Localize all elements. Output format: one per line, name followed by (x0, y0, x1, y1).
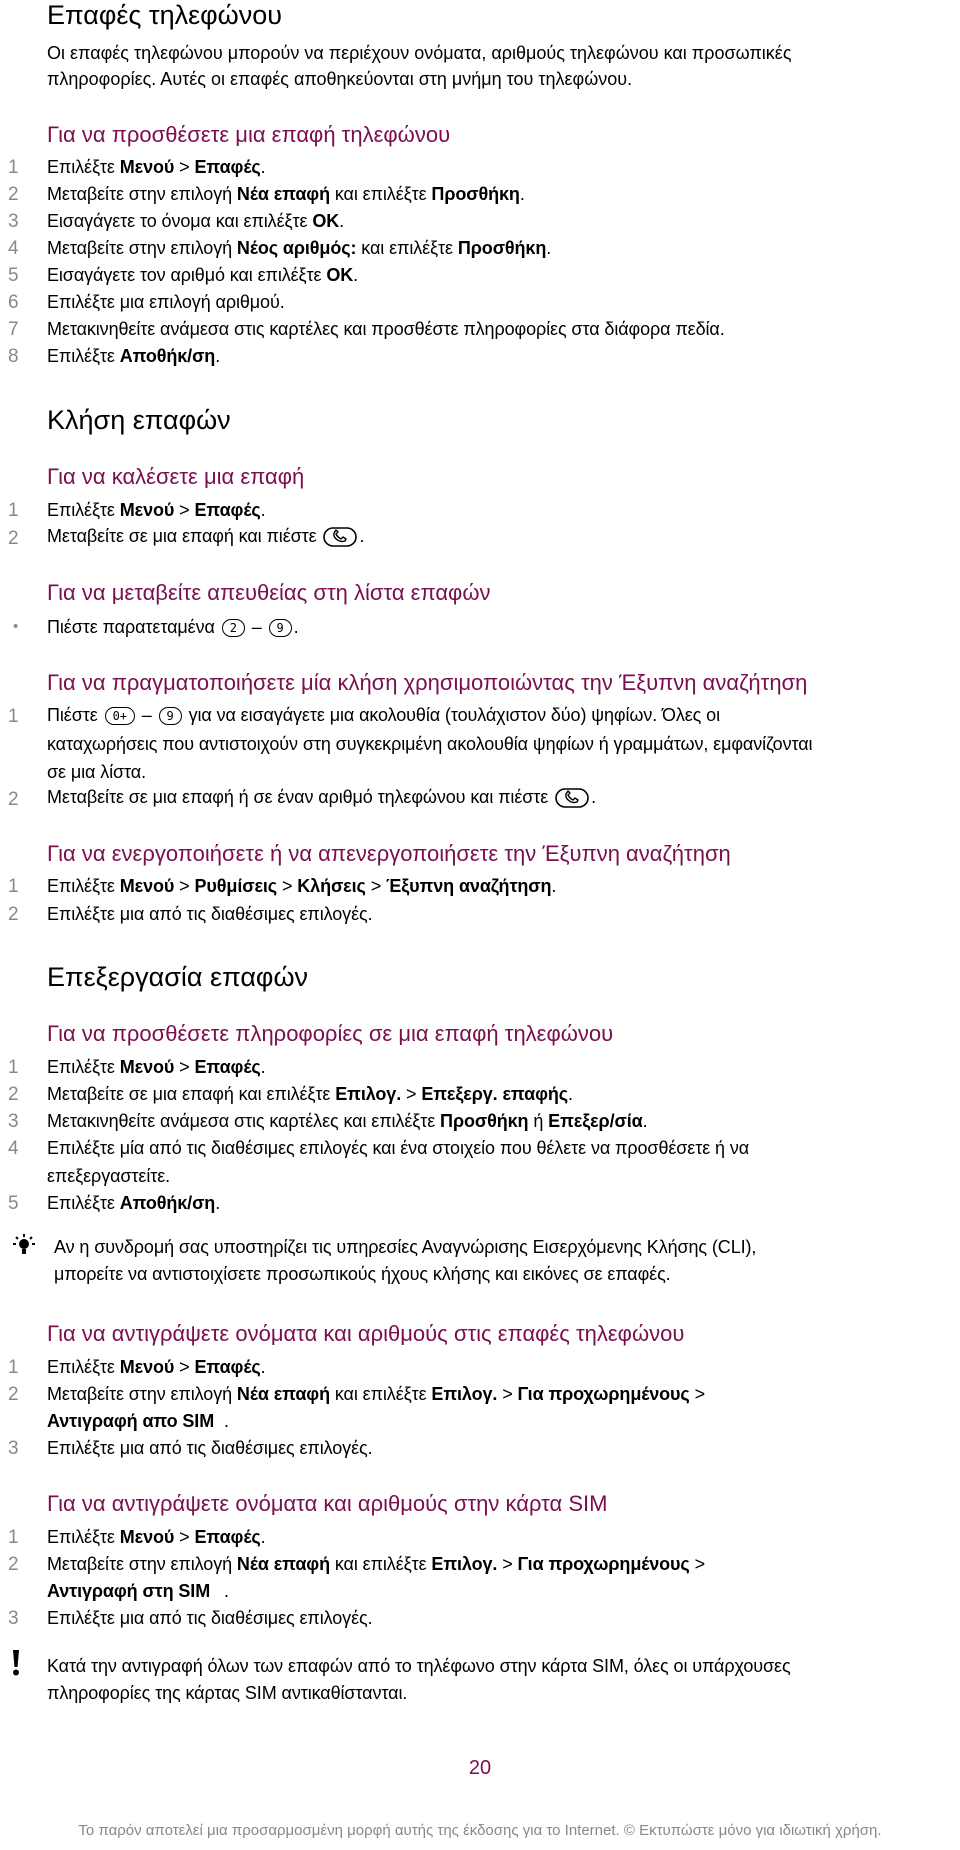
lightbulb-tip-icon (10, 1234, 38, 1260)
step-text-cont: Αντιγραφή απο SIM (47, 1411, 215, 1431)
step-number: 2 (8, 1084, 19, 1105)
step-number: 1 (8, 1057, 19, 1078)
step-text: Πιέστε 0+ – 9 για να εισαγάγετε μια ακολουθία (τουλάχιστον δύο) ψηφίων. Όλες οι (47, 705, 720, 725)
step-text: Μεταβείτε στην επιλογή Νέα επαφή και επιλέξτε Επιλογ. > Για προχωρημένους > (47, 1384, 706, 1404)
step-number: 5 (8, 265, 19, 286)
step-number: 2 (8, 1554, 19, 1575)
intro-line-1: Οι επαφές τηλεφώνου μπορούν να περιέχουν ονόματα, αριθμούς τηλεφώνου και προσωπικές (47, 43, 792, 63)
step-text: Μεταβείτε σε μια επαφή ή σε έναν αριθμό τηλεφώνου και πιέστε . (47, 787, 597, 807)
page-number: 20 (468, 1757, 492, 1779)
step-number: 5 (8, 1193, 19, 1214)
intro-line-2: πληροφορίες. Αυτές οι επαφές αποθηκεύονται στη μνήμη του τηλεφώνου. (47, 69, 633, 89)
step-text: Επιλέξτε μια από τις διαθέσιμες επιλογές. (47, 904, 373, 924)
step-number: 6 (8, 292, 19, 313)
step-text-cont: επεξεργαστείτε. (47, 1166, 171, 1186)
step-text: Επιλέξτε Μενού > Ρυθμίσεις > Κλήσεις > Έξυπνη αναζήτηση. (47, 876, 557, 896)
subheading-smart-search-call: Για να πραγματοποιήσετε μία κλήση χρησιμοποιώντας την Έξυπνη αναζήτηση (47, 670, 808, 695)
step-text: Επιλέξτε Μενού > Επαφές. (47, 157, 266, 177)
step-number: 3 (8, 1608, 19, 1629)
step-number: 1 (8, 157, 19, 178)
step-text-cont: Αντιγραφή στη SIM (47, 1581, 211, 1601)
step-text-period: . (224, 1411, 229, 1431)
section-title-phone-contacts: Επαφές τηλεφώνου (47, 0, 283, 30)
subheading-add-info: Για να προσθέσετε πληροφορίες σε μια επαφή τηλεφώνου (47, 1021, 614, 1046)
key-2-icon: 2 (222, 619, 245, 637)
call-key-icon (323, 527, 357, 547)
step-text: Επιλέξτε μια επιλογή αριθμού. (47, 292, 285, 312)
subheading-copy-to-phone: Για να αντιγράψετε ονόματα και αριθμούς στις επαφές τηλεφώνου (47, 1321, 685, 1346)
step-text: Μεταβείτε σε μια επαφή και επιλέξτε Επιλογ. > Επεξεργ. επαφής. (47, 1084, 573, 1104)
step-text: Επιλέξτε μια από τις διαθέσιμες επιλογές. (47, 1608, 373, 1628)
key-0-icon: 0+ (105, 707, 135, 725)
exclamation-warning-icon (10, 1650, 22, 1676)
step-text: Μεταβείτε στην επιλογή Νέα επαφή και επιλέξτε Επιλογ. > Για προχωρημένους > (47, 1554, 706, 1574)
step-number: 7 (8, 319, 19, 340)
step-text: Επιλέξτε Αποθήκ/ση. (47, 346, 221, 366)
step-number: 8 (8, 346, 19, 367)
key-9-icon: 9 (159, 707, 182, 725)
footer-notice: Το παρόν αποτελεί μια προσαρμοσμένη μορφή αυτής της έκδοσης για το Internet. © Εκτυπώστε μόνο για ιδιωτική χρήση. (78, 1822, 882, 1839)
step-text-cont: καταχωρήσεις που αντιστοιχούν στη συγκεκριμένη ακολουθία ψηφίων ή γραμμάτων, εμφανίζονται (47, 734, 813, 754)
subheading-toggle-smart-search: Για να ενεργοποιήσετε ή να απενεργοποιήσετε την Έξυπνη αναζήτηση (47, 841, 731, 866)
step-number: 2 (8, 789, 19, 810)
step-number: 2 (8, 528, 19, 549)
step-text: Μεταβείτε σε μια επαφή και πιέστε . (47, 526, 365, 546)
step-text: Επιλέξτε Αποθήκ/ση. (47, 1193, 221, 1213)
step-number: 3 (8, 1438, 19, 1459)
key-9-icon: 9 (269, 619, 292, 637)
step-number: 1 (8, 706, 19, 727)
step-text: Μεταβείτε στην επιλογή Νέα επαφή και επιλέξτε Προσθήκη. (47, 184, 525, 204)
step-text: Επιλέξτε Μενού > Επαφές. (47, 500, 266, 520)
warning-text-1: Κατά την αντιγραφή όλων των επαφών από το τηλέφωνο στην κάρτα SIM, όλες οι υπάρχουσες (47, 1656, 791, 1676)
subheading-add-contact: Για να προσθέσετε μια επαφή τηλεφώνου (47, 122, 451, 147)
step-text: Εισαγάγετε το όνομα και επιλέξτε OK. (47, 211, 345, 231)
step-text-cont: σε μια λίστα. (47, 762, 146, 782)
section-title-edit-contacts: Επεξεργασία επαφών (47, 962, 309, 992)
step-number: 1 (8, 1357, 19, 1378)
call-key-icon (555, 788, 589, 808)
step-text-period: . (224, 1581, 229, 1601)
step-text: Μεταβείτε στην επιλογή Νέος αριθμός: και επιλέξτε Προσθήκη. (47, 238, 552, 258)
section-title-call-contacts: Κλήση επαφών (47, 405, 231, 435)
subheading-contact-list: Για να μεταβείτε απευθείας στη λίστα επαφών (47, 580, 491, 605)
step-number: 2 (8, 1384, 19, 1405)
step-text: Επιλέξτε Μενού > Επαφές. (47, 1527, 266, 1547)
step-number: 2 (8, 904, 19, 925)
step-text: Μετακινηθείτε ανάμεσα στις καρτέλες και επιλέξτε Προσθήκη ή Επεξερ/σία. (47, 1111, 648, 1131)
step-text: Επιλέξτε μια από τις διαθέσιμες επιλογές. (47, 1438, 373, 1458)
step-number: 4 (8, 238, 19, 259)
bullet-text: Πιέστε παρατεταμένα 2 – 9 . (47, 617, 299, 637)
warning-text-2: πληροφορίες της κάρτας SIM αντικαθίστανται. (47, 1683, 408, 1703)
step-number: 1 (8, 500, 19, 521)
step-text: Εισαγάγετε τον αριθμό και επιλέξτε OK. (47, 265, 359, 285)
step-number: 3 (8, 211, 19, 232)
step-number: 1 (8, 1527, 19, 1548)
step-number: 1 (8, 876, 19, 897)
subheading-copy-to-sim: Για να αντιγράψετε ονόματα και αριθμούς στην κάρτα SIM (47, 1491, 608, 1516)
step-number: 3 (8, 1111, 19, 1132)
step-number: 4 (8, 1138, 19, 1159)
subheading-call-contact: Για να καλέσετε μια επαφή (47, 464, 305, 489)
step-text: Επιλέξτε Μενού > Επαφές. (47, 1057, 266, 1077)
step-text: Επιλέξτε Μενού > Επαφές. (47, 1357, 266, 1377)
step-text: Επιλέξτε μία από τις διαθέσιμες επιλογές και ένα στοιχείο που θέλετε να προσθέσετε ή να (47, 1138, 750, 1158)
tip-text-1: Αν η συνδρομή σας υποστηρίζει τις υπηρεσίες Αναγνώρισης Εισερχόμενης Κλήσης (CLI), (54, 1237, 757, 1257)
bullet-icon: • (13, 618, 19, 635)
step-text: Μετακινηθείτε ανάμεσα στις καρτέλες και προσθέστε πληροφορίες στα διάφορα πεδία. (47, 319, 725, 339)
tip-text-2: μπορείτε να αντιστοιχίσετε προσωπικούς ήχους κλήσης και εικόνες σε επαφές. (54, 1264, 671, 1284)
step-number: 2 (8, 184, 19, 205)
